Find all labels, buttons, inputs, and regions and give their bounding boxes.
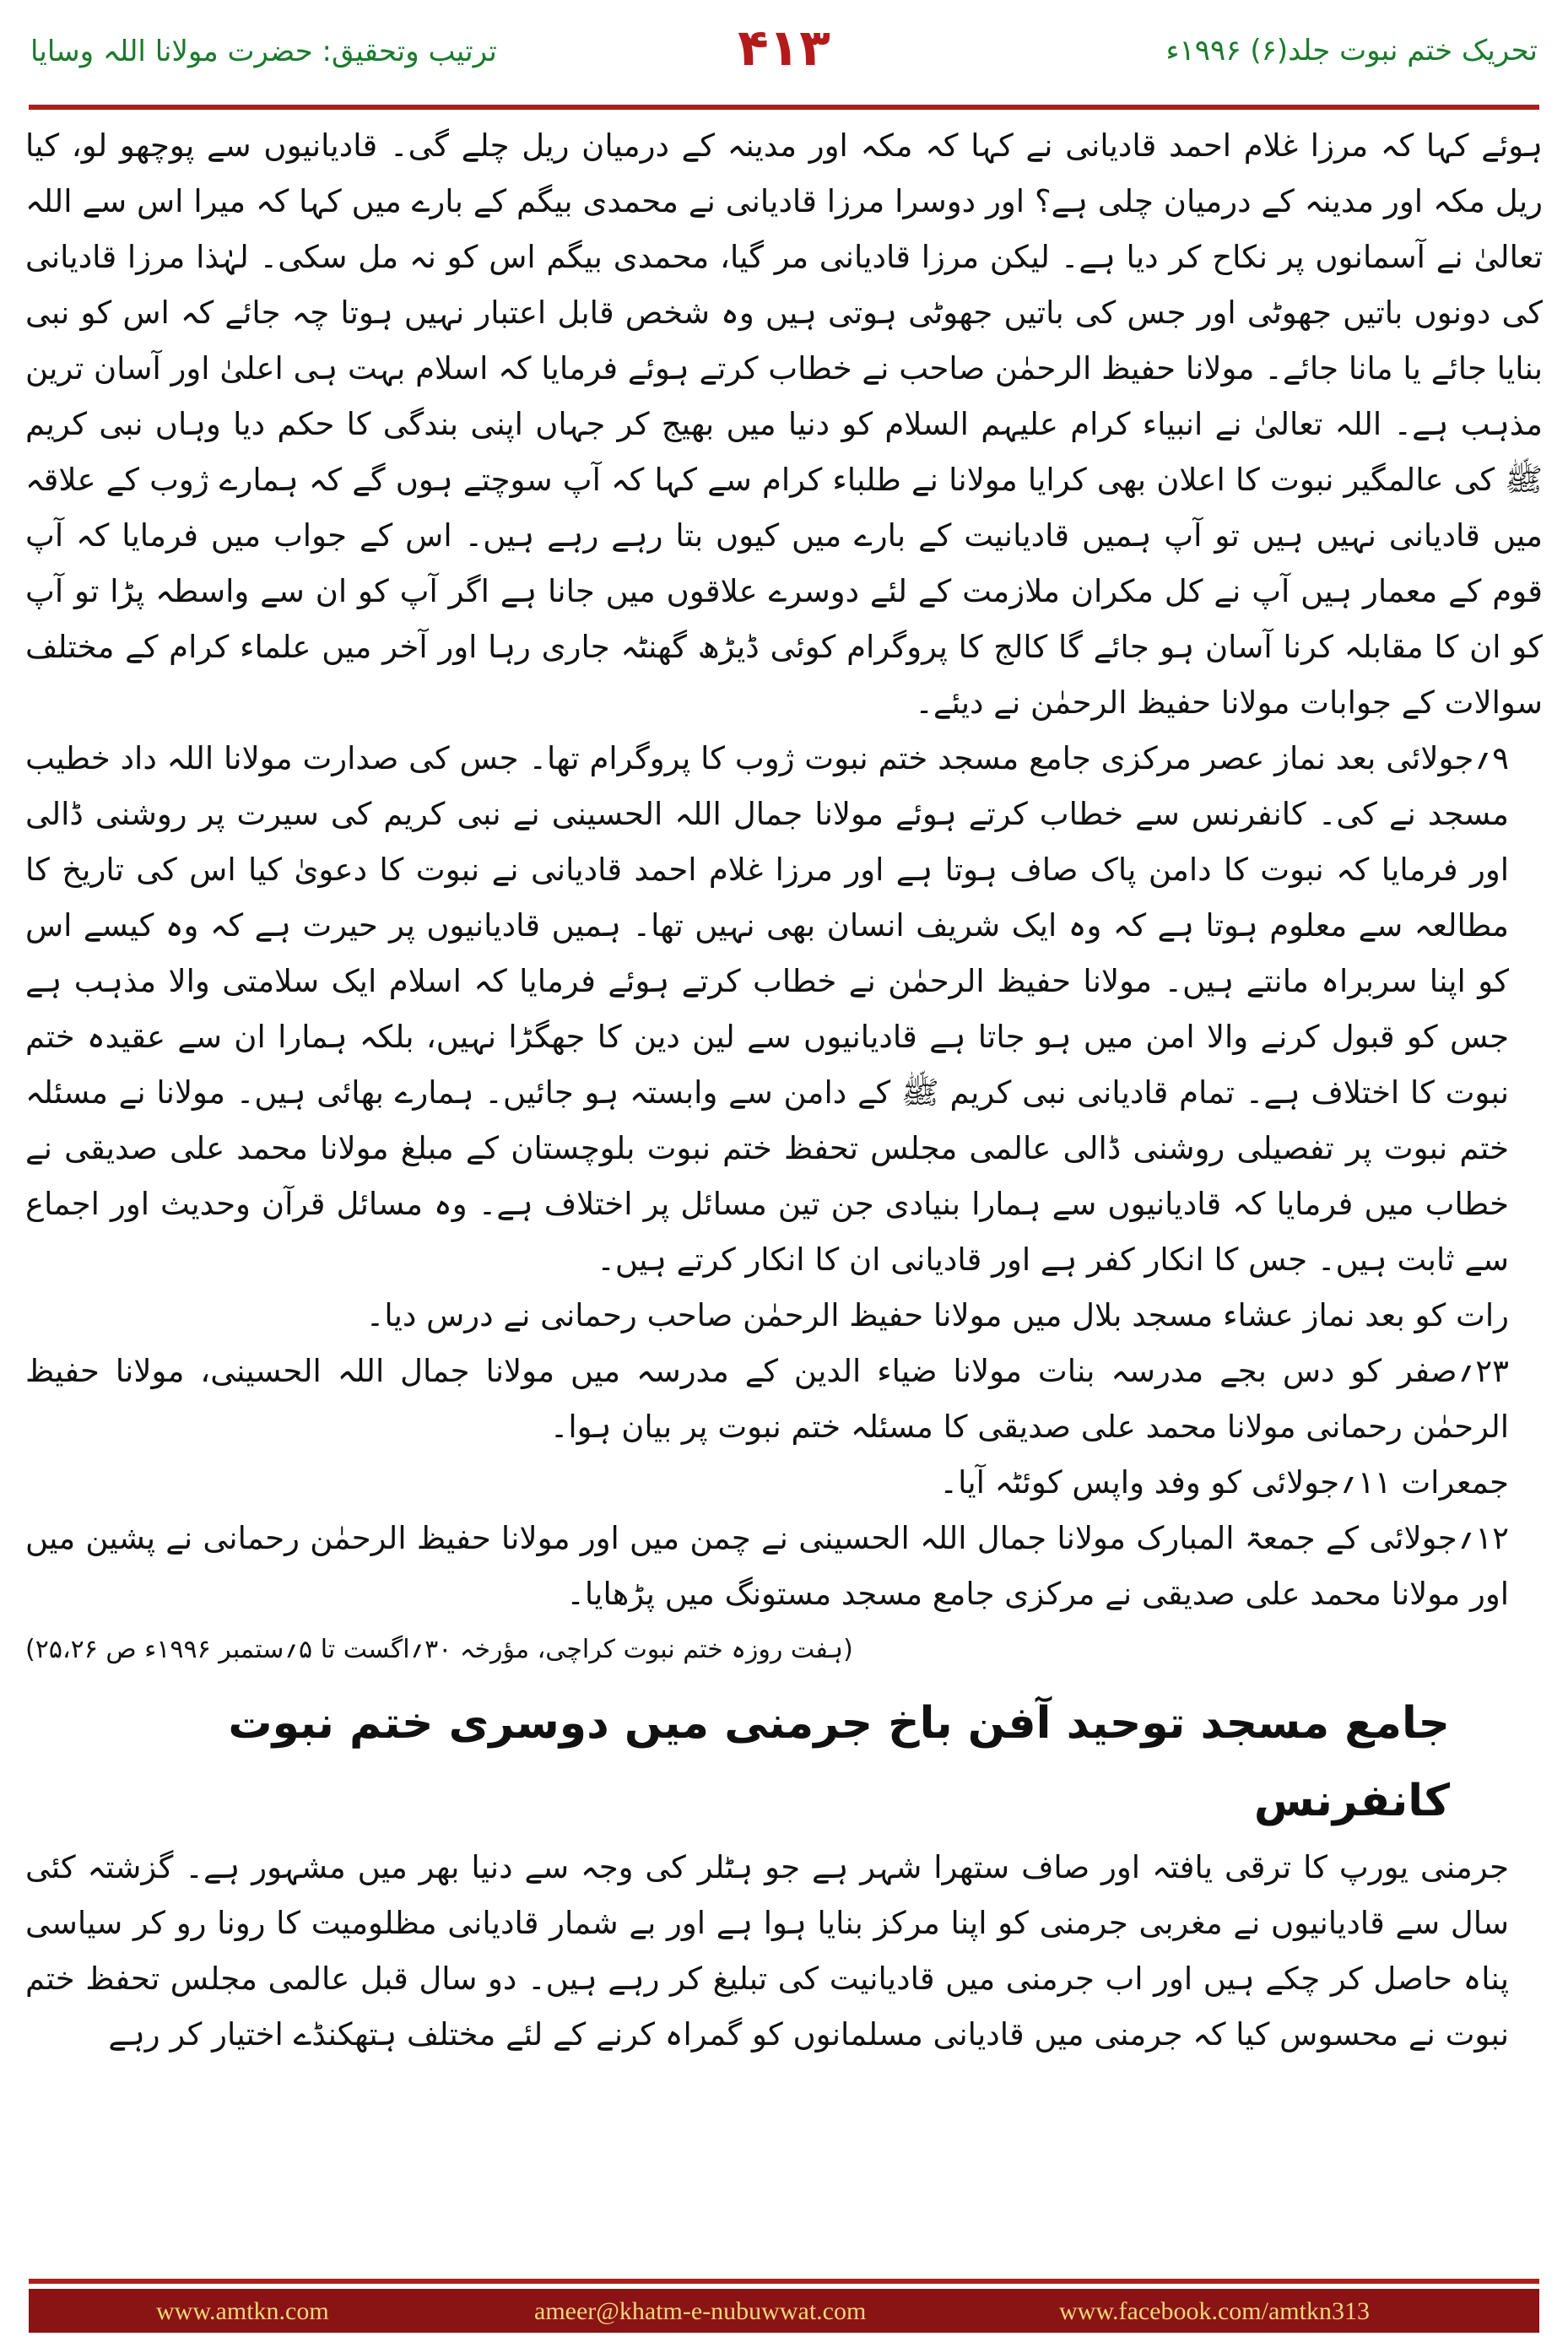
facebook-link[interactable]: www.facebook.com/amtkn313: [1059, 2297, 1370, 2325]
book-title: تحریک ختم نبوت جلد(۶) ۱۹۹۶ء: [1165, 34, 1538, 68]
header-divider: [29, 105, 1539, 110]
page-number: ۴۱۳: [738, 19, 830, 78]
paragraph: ہوئے کہا کہ مرزا غلام احمد قادیانی نے کہا کہ مکہ اور مدینہ کے درمیان ریل چلے گی۔ قادیانیوں سے پوچھو لو، کیا ریل مکہ اور مدینہ کے درمیان چلی ہے؟ اور دوسرا مرزا قادیانی نے محمدی بیگم کے بارے میں کہا کہ میرا اس سے اللہ تعالیٰ نے آسمانوں پر نکاح کر دیا ہے۔ لیکن مرزا قادیانی مر گیا، محمدی بیگم اس کو نہ مل سکی۔ لہٰذا مرزا قادیانی کی دونوں باتیں جھوٹی اور جس کی باتیں جھوٹی ہوتی ہیں وہ شخص قابل اعتبار نہیں ہوتا چہ جائے کہ اس کو نبی بنایا جائے یا مانا جائے۔ مولانا حفیظ الرحمٰن صاحب نے خطاب کرتے ہوئے فرمایا کہ اسلام بہت ہی اعلیٰ اور آسان ترین مذہب ہے۔ اللہ تعالیٰ نے انبیاء کرام علیہم السلام کو دنیا میں بھیج کر جہاں اپنی بندگی کا حکم دیا وہاں نبی کریم ﷺ کی عالمگیر نبوت کا اعلان بھی کرایا مولانا نے طلباء کرام سے کہا کہ آپ سوچتے ہوں گے کہ ہمارے ژوب کے علاقہ میں قادیانی نہیں ہیں تو آپ ہمیں قادیانیت کے بارے میں کیوں بتا رہے رہے ہیں۔ اس کے جواب میں فرمایا کہ آپ قوم کے معمار ہیں آپ نے کل مکران ملازمت کے لئے دوسرے علاقوں میں جانا ہے اگر آپ کو ان سے واسطہ پڑا تو آپ کو ان کا مقابلہ کرنا آسان ہو جائے گا کالج کا پروگرام کوئی ڈیڑھ گھنٹہ جاری رہا اور آخر میں علماء کرام کے مختلف سوالات کے جوابات مولانا حفیظ الرحمٰن نے دیئے۔: [25, 127, 1543, 721]
paragraph: ۱۲؍جولائی کے جمعۃ المبارک مولانا جمال اللہ الحسینی نے چمن میں اور مولانا حفیظ الرحمٰن رحمانی نے پشین میں اور مولانا محمد علی صدیقی نے مرکزی جامع مسجد مستونگ میں پڑھایا۔: [25, 1520, 1509, 1612]
section-heading: جامع مسجد توحید آفن باخ جرمنی میں دوسری ختم نبوت کانفرنس: [228, 1698, 1450, 1826]
compiler-credit: ترتیب وتحقیق: حضرت مولانا اللہ وسایا: [30, 35, 497, 68]
paragraph: ۹؍جولائی بعد نماز عصر مرکزی جامع مسجد ختم نبوت ژوب کا پروگرام تھا۔ جس کی صدارت مولانا اللہ داد خطیب مسجد نے کی۔ کانفرنس سے خطاب کرتے ہوئے مولانا جمال اللہ الحسینی نے نبی کریم کی سیرت پر روشنی ڈالی اور فرمایا کہ نبوت کا دامن پاک صاف ہوتا ہے اور مرزا غلام احمد قادیانی نے نبوت کا دعویٰ کیا اس کی تاریخ کا مطالعہ سے معلوم ہوتا ہے کہ وہ ایک شریف انسان بھی نہیں تھا۔ ہمیں قادیانیوں پر حیرت ہے کہ وہ کیسے اس کو اپنا سربراہ مانتے ہیں۔ مولانا حفیظ الرحمٰن نے خطاب کرتے ہوئے فرمایا کہ اسلام ایک سلامتی والا مذہب ہے جس کو قبول کرنے والا امن میں ہو جاتا ہے قادیانیوں سے لین دین کا جھگڑا نہیں، بلکہ ہمارا ان سے عقیدہ ختم نبوت کا اختلاف ہے۔ تمام قادیانی نبی کریم ﷺ کے دامن سے وابستہ ہو جائیں۔ ہمارے بھائی ہیں۔ مولانا نے مسئلہ ختم نبوت پر تفصیلی روشنی ڈالی عالمی مجلس تحفظ ختم نبوت بلوچستان کے مبلغ مولانا محمد علی صدیقی نے خطاب میں فرمایا کہ قادیانیوں سے ہمارا بنیادی جن تین مسائل پر اختلاف ہے۔ وہ مسائل قرآن وحدیث اور اجماع سے ثابت ہیں۔ جس کا انکار کفر ہے اور قادیانی ان کا انکار کرتے ہیں۔: [25, 740, 1509, 1278]
page-footer: [0, 2279, 1568, 2342]
source-citation: (ہفت روزہ ختم نبوت کراچی، مؤرخہ ۳۰؍اگست تا ۵؍ستمبر ۱۹۹۶ء ص ۲۵،۲۶): [25, 1635, 853, 1664]
citation-row: [25, 1622, 1543, 1678]
website-link[interactable]: www.amtkn.com: [156, 2297, 329, 2325]
page-header: [0, 0, 1568, 127]
paragraph: جرمنی یورپ کا ترقی یافتہ اور صاف ستھرا شہر ہے جو ہٹلر کی وجہ سے دنیا بھر میں مشہور ہے۔ گزشتہ کئی سال سے قادیانیوں نے مغربی جرمنی کو اپنا مرکز بنایا ہوا ہے اور بے شمار قادیانی مظلومیت کا رونا رو کر سیاسی پناہ حاصل کر چکے ہیں اور اب جرمنی میں قادیانیت کی تبلیغ کر رہے ہیں۔ دو سال قبل عالمی مجلس تحفظ ختم نبوت نے محسوس کیا کہ جرمنی میں قادیانی مسلمانوں کو گمراہ کرنے کے لئے مختلف ہتھکنڈے اختیار کر رہے: [25, 1849, 1509, 2053]
paragraph: جمعرات ۱۱؍جولائی کو وفد واپس کوئٹہ آیا۔: [939, 1464, 1509, 1501]
email-link[interactable]: ameer@khatm-e-nubuwwat.com: [534, 2297, 867, 2325]
footer-divider: [29, 2279, 1539, 2284]
paragraph: رات کو بعد نماز عشاء مسجد بلال میں مولانا حفیظ الرحمٰن صاحب رحمانی نے درس دیا۔: [365, 1297, 1509, 1333]
paragraph: ۲۳؍صفر کو دس بجے مدرسہ بنات مولانا ضیاء الدین کے مدرسہ میں مولانا جمال اللہ الحسینی، مولانا حفیظ الرحمٰن رحمانی مولانا محمد علی صدیقی کا مسئلہ ختم نبوت پر بیان ہوا۔: [25, 1353, 1509, 1445]
article-body: [25, 118, 1543, 2063]
